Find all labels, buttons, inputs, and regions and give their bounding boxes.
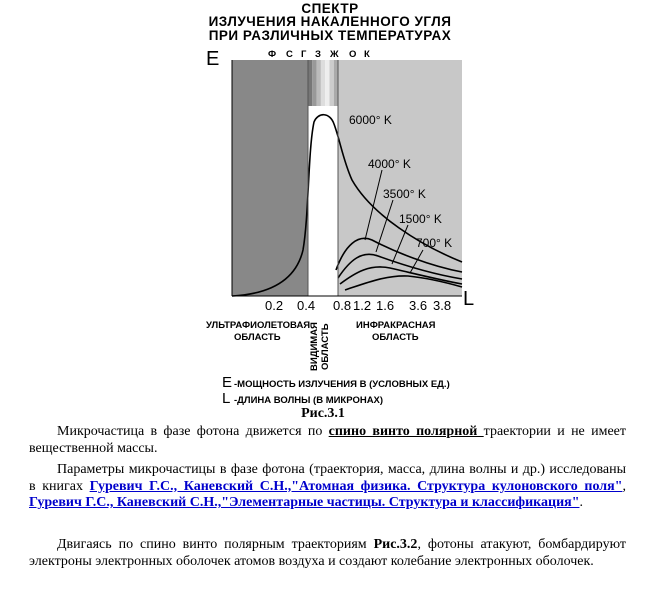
x-tick-label: 0.8: [333, 298, 352, 313]
figure-caption: Рис.3.1: [301, 406, 345, 421]
legend-l-key: L: [222, 390, 231, 407]
series-label-6000k: 6000° K: [349, 113, 392, 127]
uv-region-label-1: УЛЬТРАФИОЛЕТОВАЯ: [206, 320, 311, 331]
color-letter-zh: Ж: [330, 49, 339, 60]
visible-region-label-2: ОБЛАСТЬ: [320, 323, 331, 371]
p1-after: траектории и не имеет вещественной массы.: [29, 424, 626, 456]
chart-title-line-1: СПЕКТР: [301, 1, 359, 16]
visible-region-label-1: ВИДИМАЯ: [309, 322, 320, 372]
series-label-4000k: 4000° K: [368, 157, 411, 171]
x-tick-label: 1.6: [376, 298, 395, 313]
paragraph-1: [29, 424, 626, 457]
legend-e-text: -МОЩНОСТЬ ИЗЛУЧЕНИЯ В (УСЛОВНЫХ ЕД.): [234, 379, 450, 390]
p2-end: .: [579, 495, 583, 510]
p3-before: Двигаясь по спино винто полярным траекториям: [57, 537, 374, 552]
color-stripes: [308, 60, 338, 106]
book-link-elementary-particles[interactable]: Гуревич Г.С., Каневский С.Н.,"Элементарные частицы. Структура и классификация": [29, 495, 580, 510]
x-axis-label: L: [463, 288, 475, 310]
p3-figure-ref: Рис.3.2: [373, 537, 418, 552]
chart-title-line-3: ПРИ РАЗЛИЧНЫХ ТЕМПЕРАТУРАХ: [208, 28, 452, 43]
series-label-700k: 700° K: [416, 236, 453, 250]
y-axis-label: E: [206, 48, 220, 70]
legend-e-key: E: [222, 374, 233, 391]
p2-mid: ,: [622, 478, 626, 494]
visible-region-label: [309, 318, 331, 376]
x-tick-label: 3.8: [433, 298, 452, 313]
x-tick-label: 1.2: [353, 298, 372, 313]
color-letter-k: К: [364, 49, 370, 60]
legend-l-text: -ДЛИНА ВОЛНЫ (В МИКРОНАХ): [234, 395, 384, 406]
series-label-3500k: 3500° K: [383, 187, 426, 201]
uv-region-label-2: ОБЛАСТЬ: [234, 332, 281, 343]
x-tick-label: 3.6: [409, 298, 428, 313]
ir-region-label-1: ИНФРАКРАСНАЯ: [356, 320, 436, 331]
x-tick-label: 0.4: [297, 298, 316, 313]
color-letter-o: О: [349, 49, 357, 60]
color-letter-z: З: [315, 49, 321, 60]
p1-bold: спино винто полярной: [328, 424, 484, 439]
series-label-1500k: 1500° K: [399, 212, 442, 226]
color-letter-s: С: [286, 49, 293, 60]
p2-before: Параметры микрочастицы в фазе фотона (траектория, масса, длина волны и др.) исследованы в книгах: [29, 462, 626, 494]
p3-after: , фотоны атакуют, бомбардируют электроны электронных оболочек атомов воздуха и создают колебание электронных оболочек.: [29, 537, 626, 569]
ir-region-label-2: ОБЛАСТЬ: [372, 332, 419, 343]
x-tick-label: 0.2: [265, 298, 284, 313]
book-link-atomic-physics[interactable]: Гуревич Г.С., Каневский С.Н.,"Атомная физика. Структура кулоновского поля": [89, 478, 623, 494]
chart-title-line-2: ИЗЛУЧЕНИЯ НАКАЛЕННОГО УГЛЯ: [208, 14, 452, 29]
color-letter-f: Ф: [268, 49, 277, 60]
paragraph-2: [29, 462, 626, 512]
color-letter-g: Г: [301, 49, 307, 60]
p1-before: Микрочастица в фазе фотона движется по: [57, 424, 329, 439]
paragraph-3: [29, 537, 626, 570]
